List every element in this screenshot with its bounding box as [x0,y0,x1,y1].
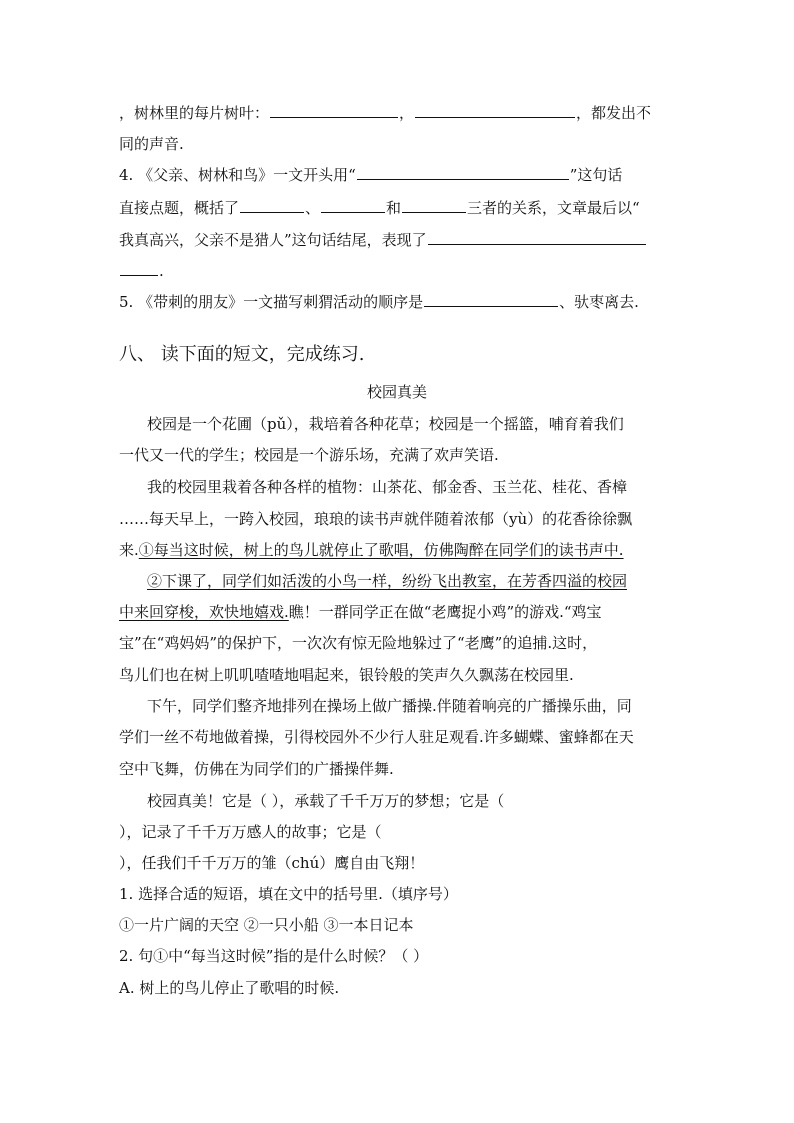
answer-blank[interactable] [402,198,466,213]
passage-line [147,571,627,591]
text-segment: 、 [305,199,321,217]
passage-line: 空中飞舞，仿佛在为同学们的广播操伴舞. [119,760,394,778]
fill-line-2: 同的声音. [119,135,184,153]
question-2-option-a: A. 树上的鸟儿停止了歌唱的时候. [119,979,340,997]
passage-line: ……每天早上，一跨入校园，琅琅的读书声就伴随着浓郁（yù）的花香徐徐飘 [119,510,633,528]
passage-line: 我的校园里栽着各种各样的植物：山茶花、郁金香、玉兰花、桂花、香樟 [147,478,628,496]
text-segment: 4. 《父亲、树林和鸟》一文开头用“ [119,166,356,184]
passage-line: 学们一丝不苟地做着操，引得校园外不少行人驻足观看.许多蝴蝶、蜜蜂都在天 [119,728,634,746]
answer-blank[interactable] [424,292,558,307]
text-segment: ”这句话 [569,166,623,184]
passage-line: ），记录了千千万万感人的故事；它是（ [119,823,382,841]
text-segment: ，树林里的每片树叶： [119,104,270,122]
question-2: 2. 句①中“每当这时候”指的是什么时候？（ ） [119,947,429,965]
text-segment: . [159,262,164,280]
answer-blank[interactable] [240,198,304,213]
text-segment: 5. 《带刺的朋友》一文描写刺猬活动的顺序是 [119,293,424,311]
question-4-line-4 [119,261,164,281]
passage-title: 校园真美 [366,383,427,401]
text-segment: 来. [119,541,139,559]
question-1-options: ①一片广阔的天空 ②一只小船 ③一本日记本 [119,916,414,934]
passage-line [119,540,624,560]
fill-line-1 [119,103,651,123]
answer-blank[interactable] [415,103,575,118]
underlined-sentence-2-end: 中来回穿梭，欢快地嬉戏. [119,603,289,621]
passage-line: 下午，同学们整齐地排列在操场上做广播操.伴随着响亮的广播操乐曲，同 [147,697,632,715]
text-segment: 、驮枣离去. [559,293,639,311]
question-5-line [119,292,639,312]
answer-blank[interactable] [270,103,398,118]
passage-line: 鸟儿们也在树上叽叽喳喳地唱起来，银铃般的笑声久久飘荡在校园里. [119,666,574,684]
underlined-sentence-1: ①每当这时候，树上的鸟儿就停止了歌唱，仿佛陶醉在同学们的读书声中. [138,541,624,559]
question-4-line-3 [119,230,647,250]
text-segment: ，都发出不 [576,104,652,122]
passage-line [119,602,602,622]
question-1: 1. 选择合适的短语，填在文中的括号里.（填序号） [119,885,458,903]
passage-line: 校园真美！它是（ ），承载了千千万万的梦想；它是（ [147,792,505,810]
passage-line: 校园是一个花圃（pǔ），栽培着各种花草；校园是一个摇篮，哺育着我们 [147,415,624,433]
answer-blank[interactable] [428,230,646,245]
question-4-line-1 [119,165,622,185]
section-heading: 八、 读下面的短文，完成练习. [119,344,365,365]
answer-blank[interactable] [357,165,569,180]
passage-line: 一代又一代的学生；校园是一个游乐场，充满了欢声笑语. [119,446,499,464]
underlined-sentence-2: ②下课了，同学们如活泼的小鸟一样，纷纷飞出教室，在芳香四溢的校园 [147,572,628,590]
answer-blank[interactable] [120,261,158,276]
passage-line: 宝”在“鸡妈妈”的保护下，一次次有惊无险地躲过了“老鹰”的追捕.这时， [119,634,598,652]
text-segment: 和 [386,199,402,217]
text-segment: 直接点题，概括了 [119,199,240,217]
text-segment: 瞧！一群同学正在做“老鹰捉小鸡”的游戏.“鸡宝 [288,603,602,621]
text-segment: 我真高兴，父亲不是猎人”这句话结尾，表现了 [119,231,427,249]
answer-blank[interactable] [321,198,385,213]
passage-line: ），任我们千千万万的雏（chú）鹰自由飞翔！ [119,854,425,872]
question-4-line-2 [119,198,640,218]
text-segment: 三者的关系，文章最后以“ [467,199,640,217]
text-segment: ， [399,104,415,122]
